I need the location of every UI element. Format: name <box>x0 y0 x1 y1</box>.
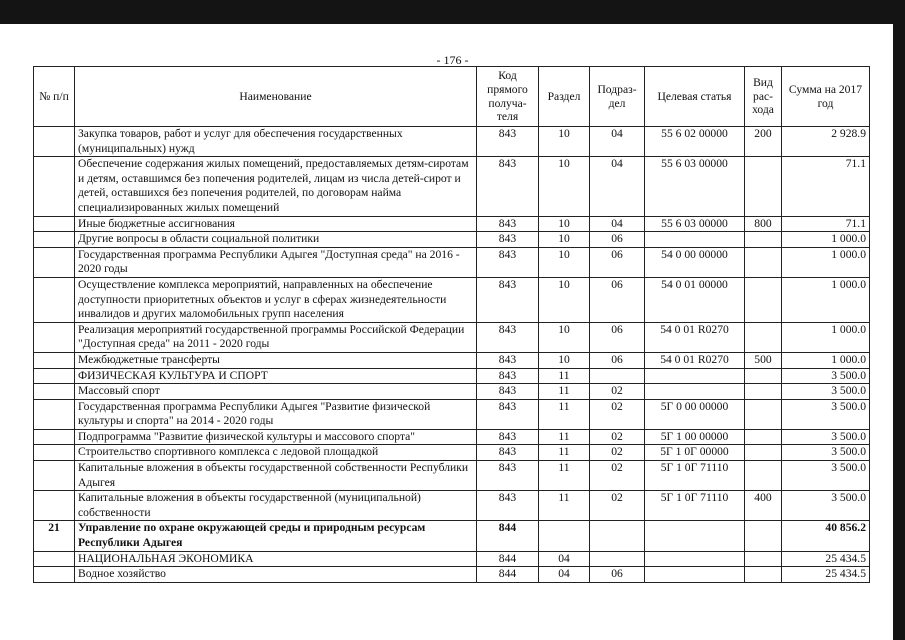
cell-target <box>645 567 745 583</box>
cell-subsection: 04 <box>590 127 645 157</box>
cell-target: 5Г 1 0Г 00000 <box>645 445 745 461</box>
cell-num <box>34 399 75 429</box>
table-header-row <box>34 67 870 127</box>
cell-num <box>34 491 75 521</box>
cell-subsection: 02 <box>590 399 645 429</box>
cell-amount: 3 500.0 <box>782 429 870 445</box>
header-num: № п/п <box>34 67 75 127</box>
cell-subsection: 06 <box>590 352 645 368</box>
cell-amount: 1 000.0 <box>782 352 870 368</box>
cell-section: 10 <box>539 247 590 277</box>
cell-section: 11 <box>539 461 590 491</box>
cell-amount: 1 000.0 <box>782 277 870 322</box>
cell-num <box>34 429 75 445</box>
cell-section: 10 <box>539 127 590 157</box>
header-name: Наименование <box>75 67 477 127</box>
cell-section: 04 <box>539 551 590 567</box>
cell-num <box>34 216 75 232</box>
table-row <box>34 521 870 551</box>
header-section: Раздел <box>539 67 590 127</box>
cell-exp-type <box>745 567 782 583</box>
cell-target <box>645 232 745 248</box>
cell-code: 843 <box>477 127 539 157</box>
cell-name: Капитальные вложения в объекты государственной собственности Республики Адыгея <box>75 461 477 491</box>
cell-exp-type <box>745 322 782 352</box>
cell-subsection: 06 <box>590 277 645 322</box>
cell-amount: 3 500.0 <box>782 399 870 429</box>
cell-subsection <box>590 521 645 551</box>
cell-exp-type <box>745 277 782 322</box>
table-body <box>34 127 870 583</box>
cell-section: 10 <box>539 216 590 232</box>
cell-section: 10 <box>539 157 590 216</box>
cell-exp-type: 400 <box>745 491 782 521</box>
cell-subsection: 04 <box>590 157 645 216</box>
cell-section: 11 <box>539 445 590 461</box>
cell-amount: 71.1 <box>782 157 870 216</box>
cell-name: Строительство спортивного комплекса с ледовой площадкой <box>75 445 477 461</box>
table-row <box>34 461 870 491</box>
table-row <box>34 429 870 445</box>
cell-code: 843 <box>477 216 539 232</box>
cell-subsection: 02 <box>590 445 645 461</box>
table-row <box>34 368 870 384</box>
cell-target: 54 0 01 00000 <box>645 277 745 322</box>
budget-table <box>33 66 870 583</box>
cell-name: Подпрограмма "Развитие физической культуры и массового спорта" <box>75 429 477 445</box>
cell-amount: 1 000.0 <box>782 232 870 248</box>
header-subsection: Подраз-дел <box>590 67 645 127</box>
cell-target: 54 0 01 R0270 <box>645 322 745 352</box>
cell-num <box>34 445 75 461</box>
cell-num <box>34 247 75 277</box>
table-row <box>34 352 870 368</box>
cell-name: Осуществление комплекса мероприятий, направленных на обеспечение доступности приоритетных объектов и услуг в сферах жизнедеятельности инвалидов и других маломобильных групп населения <box>75 277 477 322</box>
cell-num <box>34 551 75 567</box>
cell-num: 21 <box>34 521 75 551</box>
cell-exp-type: 500 <box>745 352 782 368</box>
cell-name: НАЦИОНАЛЬНАЯ ЭКОНОМИКА <box>75 551 477 567</box>
table-row <box>34 399 870 429</box>
cell-section <box>539 521 590 551</box>
scan-border-right <box>893 0 905 640</box>
cell-num <box>34 322 75 352</box>
cell-exp-type: 200 <box>745 127 782 157</box>
cell-amount: 25 434.5 <box>782 567 870 583</box>
table-row <box>34 445 870 461</box>
cell-target: 54 0 00 00000 <box>645 247 745 277</box>
header-code: Код прямого получа-теля <box>477 67 539 127</box>
cell-exp-type <box>745 429 782 445</box>
cell-subsection: 02 <box>590 491 645 521</box>
cell-amount: 1 000.0 <box>782 247 870 277</box>
cell-target <box>645 521 745 551</box>
cell-amount: 2 928.9 <box>782 127 870 157</box>
cell-name: Обеспечение содержания жилых помещений, предоставляемых детям-сиротам и детям, оставшимся без попечения родителей, лицам из числа детей-сирот и детей, оставшихся без попечения родителей, по договорам найма специализированных жилых помещений <box>75 157 477 216</box>
cell-name: Другие вопросы в области социальной политики <box>75 232 477 248</box>
cell-name: ФИЗИЧЕСКАЯ КУЛЬТУРА И СПОРТ <box>75 368 477 384</box>
cell-section: 11 <box>539 368 590 384</box>
cell-name: Закупка товаров, работ и услуг для обеспечения государственных (муниципальных) нужд <box>75 127 477 157</box>
cell-section: 11 <box>539 399 590 429</box>
cell-target: 55 6 03 00000 <box>645 157 745 216</box>
cell-subsection: 02 <box>590 384 645 400</box>
cell-num <box>34 277 75 322</box>
cell-subsection: 02 <box>590 461 645 491</box>
cell-amount: 71.1 <box>782 216 870 232</box>
cell-code: 844 <box>477 521 539 551</box>
cell-exp-type <box>745 399 782 429</box>
cell-name: Водное хозяйство <box>75 567 477 583</box>
cell-amount: 1 000.0 <box>782 322 870 352</box>
cell-name: Государственная программа Республики Адыгея "Развитие физической культуры и спорта" на 2014 - 2020 годы <box>75 399 477 429</box>
cell-num <box>34 368 75 384</box>
cell-target <box>645 368 745 384</box>
cell-code: 844 <box>477 551 539 567</box>
cell-code: 843 <box>477 384 539 400</box>
cell-section: 11 <box>539 491 590 521</box>
cell-num <box>34 461 75 491</box>
cell-subsection: 06 <box>590 232 645 248</box>
cell-code: 843 <box>477 247 539 277</box>
table-row <box>34 277 870 322</box>
cell-code: 843 <box>477 461 539 491</box>
table-row <box>34 491 870 521</box>
cell-subsection <box>590 368 645 384</box>
cell-code: 844 <box>477 567 539 583</box>
cell-name: Иные бюджетные ассигнования <box>75 216 477 232</box>
cell-exp-type <box>745 232 782 248</box>
table-row <box>34 232 870 248</box>
cell-subsection: 06 <box>590 567 645 583</box>
cell-code: 843 <box>477 277 539 322</box>
cell-target: 55 6 03 00000 <box>645 216 745 232</box>
cell-section: 10 <box>539 322 590 352</box>
cell-exp-type <box>745 521 782 551</box>
cell-name: Массовый спорт <box>75 384 477 400</box>
header-target: Целевая статья <box>645 67 745 127</box>
cell-num <box>34 567 75 583</box>
cell-amount: 3 500.0 <box>782 461 870 491</box>
cell-exp-type <box>745 445 782 461</box>
cell-target <box>645 551 745 567</box>
cell-amount: 25 434.5 <box>782 551 870 567</box>
cell-section: 10 <box>539 232 590 248</box>
cell-exp-type <box>745 384 782 400</box>
cell-code: 843 <box>477 352 539 368</box>
cell-num <box>34 157 75 216</box>
cell-code: 843 <box>477 232 539 248</box>
cell-subsection: 04 <box>590 216 645 232</box>
table-row <box>34 567 870 583</box>
cell-section: 10 <box>539 352 590 368</box>
cell-name: Реализация мероприятий государственной программы Российской Федерации "Доступная среда" на 2011 - 2020 годы <box>75 322 477 352</box>
cell-exp-type <box>745 368 782 384</box>
cell-num <box>34 127 75 157</box>
cell-target: 54 0 01 R0270 <box>645 352 745 368</box>
cell-subsection: 06 <box>590 322 645 352</box>
cell-target: 5Г 1 0Г 71110 <box>645 461 745 491</box>
cell-code: 843 <box>477 399 539 429</box>
cell-target <box>645 384 745 400</box>
cell-subsection: 06 <box>590 247 645 277</box>
cell-amount: 3 500.0 <box>782 384 870 400</box>
cell-code: 843 <box>477 157 539 216</box>
cell-name: Межбюджетные трансферты <box>75 352 477 368</box>
cell-code: 843 <box>477 368 539 384</box>
cell-amount: 3 500.0 <box>782 368 870 384</box>
cell-code: 843 <box>477 429 539 445</box>
cell-name: Управление по охране окружающей среды и природным ресурсам Республики Адыгея <box>75 521 477 551</box>
cell-num <box>34 232 75 248</box>
header-amount: Сумма на 2017 год <box>782 67 870 127</box>
cell-exp-type <box>745 551 782 567</box>
cell-code: 843 <box>477 491 539 521</box>
cell-subsection <box>590 551 645 567</box>
cell-section: 11 <box>539 384 590 400</box>
cell-target: 55 6 02 00000 <box>645 127 745 157</box>
cell-num <box>34 384 75 400</box>
cell-exp-type <box>745 247 782 277</box>
cell-code: 843 <box>477 322 539 352</box>
cell-amount: 3 500.0 <box>782 445 870 461</box>
cell-target: 5Г 1 00 00000 <box>645 429 745 445</box>
cell-amount: 40 856.2 <box>782 521 870 551</box>
table-row <box>34 127 870 157</box>
page-number: - 176 - <box>436 53 469 67</box>
cell-amount: 3 500.0 <box>782 491 870 521</box>
cell-subsection: 02 <box>590 429 645 445</box>
scan-border-top <box>0 0 905 24</box>
cell-section: 04 <box>539 567 590 583</box>
header-exp-type: Вид рас-хода <box>745 67 782 127</box>
cell-exp-type: 800 <box>745 216 782 232</box>
table-row <box>34 551 870 567</box>
cell-exp-type <box>745 157 782 216</box>
cell-section: 10 <box>539 277 590 322</box>
cell-name: Капитальные вложения в объекты государственной (муниципальной) собственности <box>75 491 477 521</box>
table-row <box>34 322 870 352</box>
cell-section: 11 <box>539 429 590 445</box>
cell-exp-type <box>745 461 782 491</box>
table-row <box>34 216 870 232</box>
cell-target: 5Г 1 0Г 71110 <box>645 491 745 521</box>
table-row <box>34 384 870 400</box>
table-row <box>34 247 870 277</box>
table-row <box>34 157 870 216</box>
cell-name: Государственная программа Республики Адыгея "Доступная среда" на 2016 - 2020 годы <box>75 247 477 277</box>
cell-num <box>34 352 75 368</box>
cell-code: 843 <box>477 445 539 461</box>
cell-target: 5Г 0 00 00000 <box>645 399 745 429</box>
